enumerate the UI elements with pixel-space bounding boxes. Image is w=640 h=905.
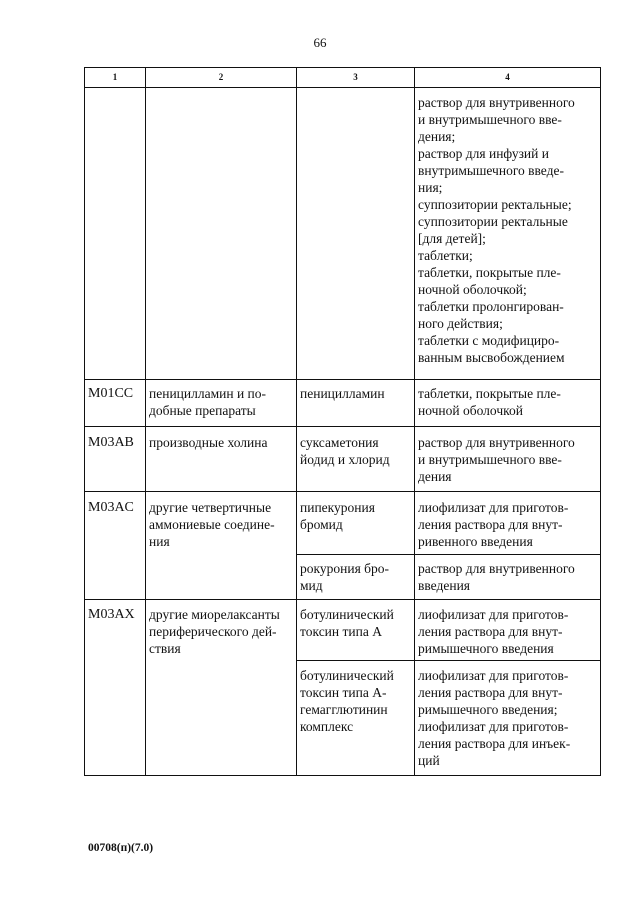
dosage-forms-cell <box>415 661 601 776</box>
dosage-form-line: дения <box>418 469 452 484</box>
drug-line: пипекурония <box>300 500 375 515</box>
dosage-form-line: таблетки, покрытые пле- <box>418 386 561 401</box>
group-cell <box>146 600 297 776</box>
dosage-forms-cell <box>415 380 601 427</box>
column-header-3: 3 <box>297 68 415 88</box>
dosage-form-line: римышечного введения <box>418 641 554 656</box>
column-header-1: 1 <box>85 68 146 88</box>
drug-line: мид <box>300 578 323 593</box>
dosage-form-line: ния; <box>418 180 443 195</box>
drug-cell <box>297 600 415 661</box>
dosage-form-line: таблетки, покрытые пле- <box>418 265 561 280</box>
dosage-form-line: лиофилизат для приготов- <box>418 719 569 734</box>
table-row <box>85 427 601 492</box>
table-row <box>85 600 601 661</box>
group-line: другие миорелаксанты <box>149 607 280 622</box>
dosage-form-line: и внутримышечного вве- <box>418 452 562 467</box>
drug-line: гемагглютинин <box>300 702 388 717</box>
group-line: добные препараты <box>149 403 256 418</box>
dosage-form-line: ночной оболочкой <box>418 403 523 418</box>
dosage-form-line: внутримышечного введе- <box>418 163 564 178</box>
drug-line: ботулинический <box>300 607 394 622</box>
dosage-form-line: раствор для внутривенного <box>418 561 575 576</box>
drug-line: суксаметония <box>300 435 379 450</box>
code-cell <box>85 88 146 380</box>
dosage-form-line: раствор для внутривенного <box>418 435 575 450</box>
dosage-form-line: раствор для внутривенного <box>418 95 575 110</box>
atc-code-cell: M03AB <box>85 427 146 492</box>
dosage-forms-cell <box>415 88 601 380</box>
column-number-row <box>85 68 601 88</box>
group-cell <box>146 427 297 492</box>
group-line: ния <box>149 534 170 549</box>
dosage-form-line: римышечного введения; <box>418 702 558 717</box>
medication-table <box>84 67 601 776</box>
drug-line: бромид <box>300 517 343 532</box>
group-line: периферического дей- <box>149 624 277 639</box>
dosage-forms-cell <box>415 555 601 600</box>
column-header-4: 4 <box>415 68 601 88</box>
atc-code-cell: M03AC <box>85 492 146 600</box>
group-line: другие четвертичные <box>149 500 272 515</box>
table-row <box>85 492 601 555</box>
continuation-row <box>85 88 601 380</box>
column-header-2: 2 <box>146 68 297 88</box>
dosage-form-line: суппозитории ректальные <box>418 214 568 229</box>
dosage-form-line: [для детей]; <box>418 231 486 246</box>
dosage-form-line: таблетки пролонгирован- <box>418 299 564 314</box>
drug-cell <box>297 555 415 600</box>
dosage-form-line: ночной оболочкой; <box>418 282 527 297</box>
dosage-form-line: ления раствора для инъек- <box>418 736 571 751</box>
drug-line: комплекс <box>300 719 354 734</box>
drug-cell <box>297 492 415 555</box>
group-line: ствия <box>149 641 181 656</box>
dosage-form-line: суппозитории ректальные; <box>418 197 572 212</box>
drug-line: пеницилламин <box>300 386 385 401</box>
drug-cell <box>297 427 415 492</box>
drug-line: йодид и хлорид <box>300 452 390 467</box>
dosage-form-line: ления раствора для внут- <box>418 624 563 639</box>
page-number: 66 <box>313 35 327 50</box>
dosage-form-line: лиофилизат для приготов- <box>418 668 569 683</box>
dosage-forms-cell <box>415 600 601 661</box>
atc-code-cell: M03AX <box>85 600 146 776</box>
group-cell <box>146 88 297 380</box>
atc-code-cell: M01CC <box>85 380 146 427</box>
drug-cell <box>297 380 415 427</box>
document-footer-code: 00708(п)(7.0) <box>88 842 154 854</box>
dosage-form-line: таблетки с модифициро- <box>418 333 560 348</box>
dosage-form-line: ций <box>418 753 440 768</box>
dosage-form-line: ного действия; <box>418 316 503 331</box>
group-cell <box>146 492 297 600</box>
drug-line: рокурония бро- <box>300 561 390 576</box>
drug-line: токсин типа А- <box>300 685 387 700</box>
dosage-form-line: лиофилизат для приготов- <box>418 500 569 515</box>
dosage-form-line: введения <box>418 578 471 593</box>
drug-cell <box>297 661 415 776</box>
dosage-form-line: ления раствора для внут- <box>418 517 563 532</box>
dosage-forms-cell <box>415 492 601 555</box>
drug-line: ботулинический <box>300 668 394 683</box>
table-row <box>85 380 601 427</box>
drug-cell <box>297 88 415 380</box>
dosage-form-line: дения; <box>418 129 456 144</box>
dosage-form-line: ванным высвобождением <box>418 350 565 365</box>
dosage-form-line: ривенного введения <box>418 534 533 549</box>
dosage-form-line: ления раствора для внут- <box>418 685 563 700</box>
dosage-form-line: лиофилизат для приготов- <box>418 607 569 622</box>
dosage-forms-cell <box>415 427 601 492</box>
drug-line: токсин типа А <box>300 624 382 639</box>
group-line: пеницилламин и по- <box>149 386 267 401</box>
group-line: производные холина <box>149 435 268 450</box>
dosage-form-line: таблетки; <box>418 248 473 263</box>
dosage-form-line: и внутримышечного вве- <box>418 112 562 127</box>
group-line: аммониевые соедине- <box>149 517 275 532</box>
dosage-form-line: раствор для инфузий и <box>418 146 549 161</box>
group-cell <box>146 380 297 427</box>
